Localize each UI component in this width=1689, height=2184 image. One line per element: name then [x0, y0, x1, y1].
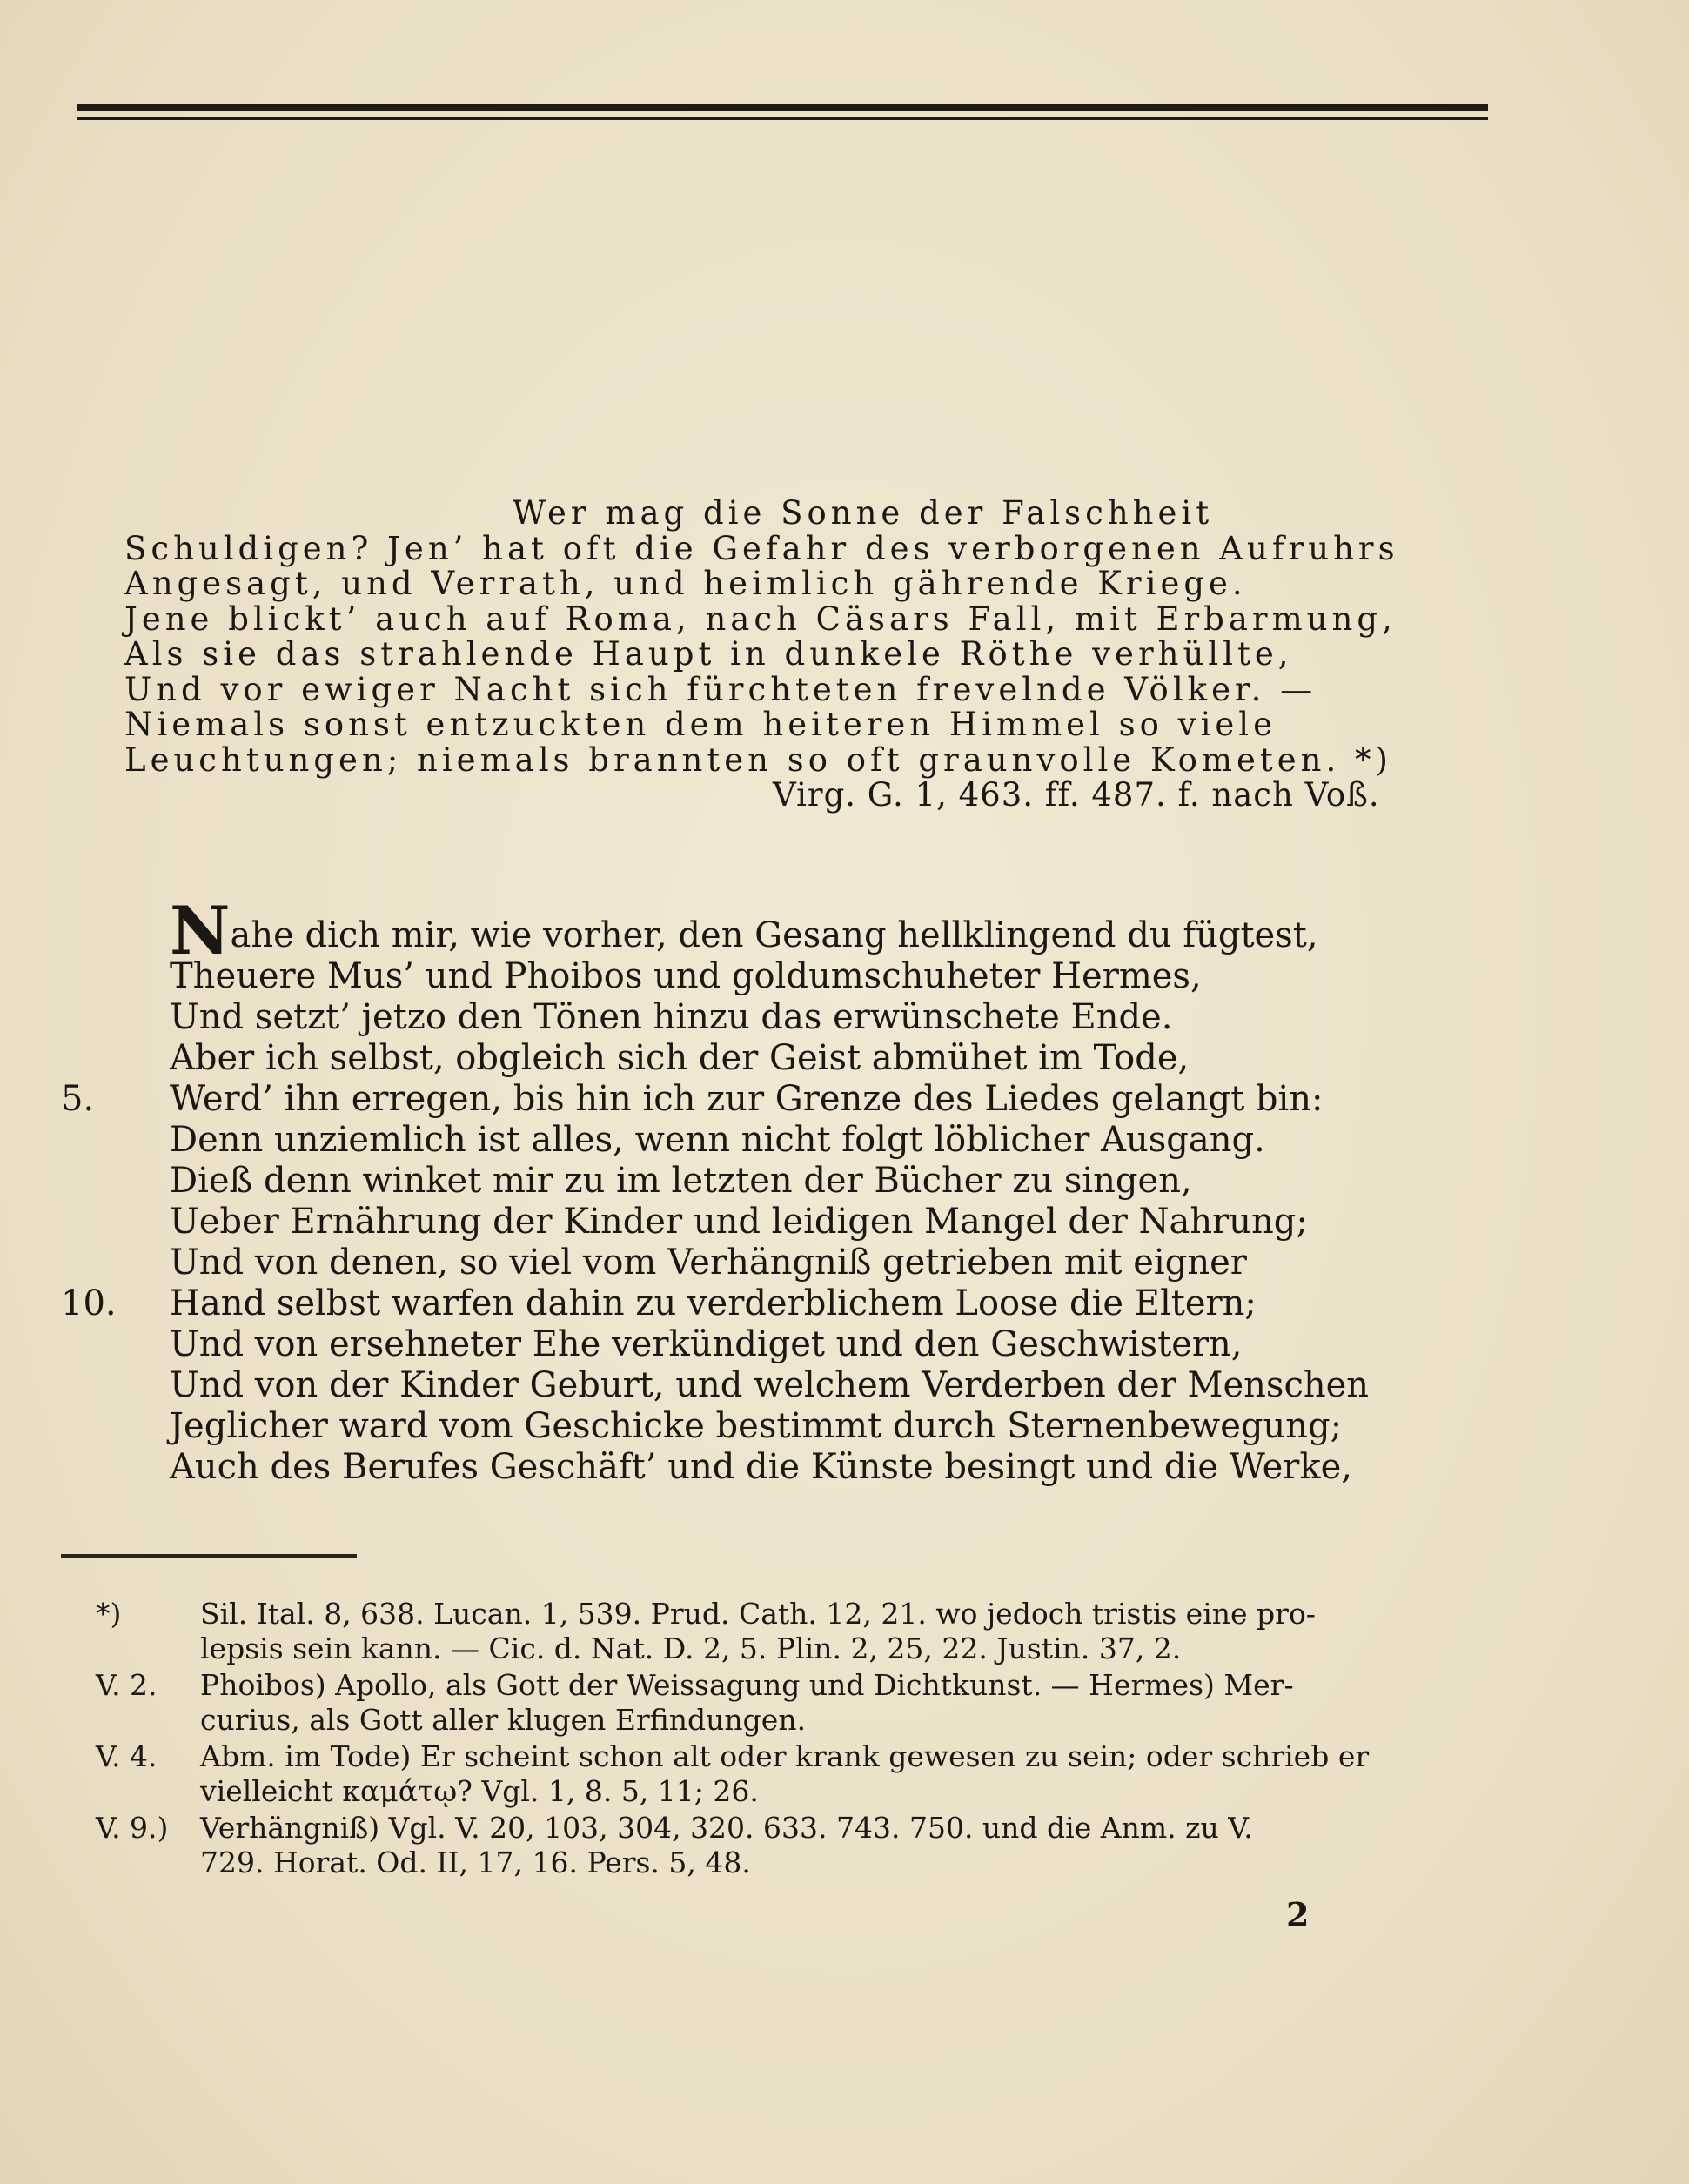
- verse-line: [61, 1079, 1384, 1120]
- line-number: [61, 1243, 170, 1283]
- drop-initial: N: [170, 892, 231, 969]
- line-number: [61, 956, 170, 997]
- line-number: 10.: [61, 1283, 117, 1323]
- motto-line: Jene blickt’ auch auf Roma, nach Cäsars Fall, mit Erbarmung,: [124, 600, 1397, 638]
- footnote-text: curius, als Gott aller klugen Erfindungen.: [200, 1703, 807, 1737]
- verse-text: Dieß denn winket mir zu im letzten der Bücher zu singen,: [170, 1161, 1192, 1201]
- line-number: [61, 1038, 170, 1079]
- verse-line: [61, 1243, 1384, 1283]
- verse-text: ahe dich mir, wie vorher, den Gesang hellklingend du fügtest,: [230, 915, 1318, 955]
- verse-text: Denn unziemlich ist alles, wenn nicht folgt löblicher Ausgang.: [170, 1120, 1265, 1160]
- footnote-tag: V. 2.: [96, 1668, 158, 1702]
- verse-line: [61, 892, 1384, 969]
- line-number: [61, 997, 170, 1038]
- motto-line: Als sie das strahlende Haupt in dunkele Röthe verhüllte,: [124, 635, 1293, 673]
- verse-text: Und von ersehneter Ehe verkündiget und den Geschwistern,: [170, 1324, 1243, 1364]
- footnote: [96, 1668, 1488, 1738]
- motto-line: Angesagt, und Verrath, und heimlich gährende Kriege.: [124, 565, 1247, 602]
- verse-line: [61, 1283, 1384, 1324]
- footnote-text: Phoibos) Apollo, als Gott der Weissagung und Dichtkunst. — Hermes) Mer-: [200, 1668, 1294, 1702]
- motto-block: [124, 494, 1399, 814]
- verse-line: [61, 997, 1384, 1038]
- footnote-tag: V. 9.): [96, 1811, 169, 1845]
- motto-line: Wer mag die Sonne der Falschheit: [513, 494, 1214, 532]
- footnote-text: lepsis sein kann. — Cic. d. Nat. D. 2, 5. Plin. 2, 25, 22. Justin. 37, 2.: [200, 1631, 1182, 1665]
- verse-line: [61, 956, 1384, 997]
- verse-text: Und setzt’ jetzo den Tönen hinzu das erwünschete Ende.: [170, 997, 1173, 1037]
- footnote-tag: *): [96, 1597, 122, 1631]
- line-number: [61, 1324, 170, 1365]
- poem-block: [61, 892, 1384, 1488]
- line-number: [61, 1120, 170, 1161]
- verse-text: Jeglicher ward vom Geschicke bestimmt durch Sternenbewegung;: [170, 1406, 1343, 1446]
- line-number: [61, 1161, 170, 1202]
- footnote-tag: V. 4.: [96, 1739, 158, 1773]
- motto-line: Niemals sonst entzuckten dem heiteren Himmel so viele: [124, 706, 1277, 743]
- footnotes: [96, 1597, 1488, 1882]
- line-number: 5.: [61, 1079, 95, 1119]
- verse-text: Werd’ ihn erregen, bis hin ich zur Grenze des Liedes gelangt bin:: [170, 1079, 1324, 1119]
- verse-line: [61, 1365, 1384, 1406]
- motto-line: Leuchtungen; niemals brannten so oft graunvolle Kometen. *): [124, 740, 1392, 779]
- motto-source: Virg. G. 1, 463. ff. 487. f. nach Voß.: [773, 776, 1380, 814]
- line-number: [61, 1365, 170, 1406]
- footnote-rule: [61, 1554, 357, 1558]
- footnote-text: Verhängniß) Vgl. V. 20, 103, 304, 320. 633. 743. 750. und die Anm. zu V.: [200, 1811, 1253, 1845]
- verse-line: [61, 1161, 1384, 1202]
- verse-text: Und von denen, so viel vom Verhängniß getrieben mit eigner: [170, 1243, 1247, 1283]
- line-number: [61, 1406, 170, 1447]
- line-number: [61, 914, 170, 956]
- footnote-text: Abm. im Tode) Er scheint schon alt oder krank gewesen zu sein; oder schrieb er: [200, 1739, 1370, 1773]
- page-number: 2: [1286, 1895, 1310, 1934]
- verse-line: [61, 1324, 1384, 1365]
- verse-line: [61, 1120, 1384, 1161]
- line-number: [61, 1447, 170, 1488]
- verse-line: [61, 1406, 1384, 1447]
- verse-line: [61, 1202, 1384, 1243]
- verse-line: [61, 1038, 1384, 1079]
- footnote: [96, 1811, 1488, 1880]
- motto-line: Und vor ewiger Nacht sich fürchteten frevelnde Völker. —: [124, 670, 1317, 708]
- verse-text: Aber ich selbst, obgleich sich der Geist abmühet im Tode,: [170, 1038, 1190, 1078]
- motto-line: Schuldigen? Jen’ hat oft die Gefahr des verborgenen Aufruhrs: [124, 529, 1399, 567]
- footnote-text: vielleicht καμάτῳ? Vgl. 1, 8. 5, 11; 26.: [200, 1774, 759, 1808]
- footnote: [96, 1739, 1488, 1809]
- verse-text: Hand selbst warfen dahin zu verderblichem Loose die Eltern;: [170, 1283, 1257, 1323]
- verse-line: [61, 1447, 1384, 1488]
- verse-text: Und von der Kinder Geburt, und welchem Verderben der Menschen: [170, 1365, 1370, 1405]
- verse-text: Ueber Ernährung der Kinder und leidigen Mangel der Nahrung;: [170, 1202, 1308, 1242]
- footnote: [96, 1597, 1488, 1666]
- footnote-text: Sil. Ital. 8, 638. Lucan. 1, 539. Prud. Cath. 12, 21. wo jedoch tristis eine pro-: [200, 1597, 1316, 1631]
- footnote-text: 729. Horat. Od. II, 17, 16. Pers. 5, 48.: [200, 1846, 751, 1879]
- verse-text: Auch des Berufes Geschäft’ und die Künste besingt und die Werke,: [170, 1447, 1352, 1487]
- line-number: [61, 1202, 170, 1243]
- header-double-rule: [77, 104, 1488, 120]
- verse-text: Theuere Mus’ und Phoibos und goldumschuheter Hermes,: [170, 956, 1202, 996]
